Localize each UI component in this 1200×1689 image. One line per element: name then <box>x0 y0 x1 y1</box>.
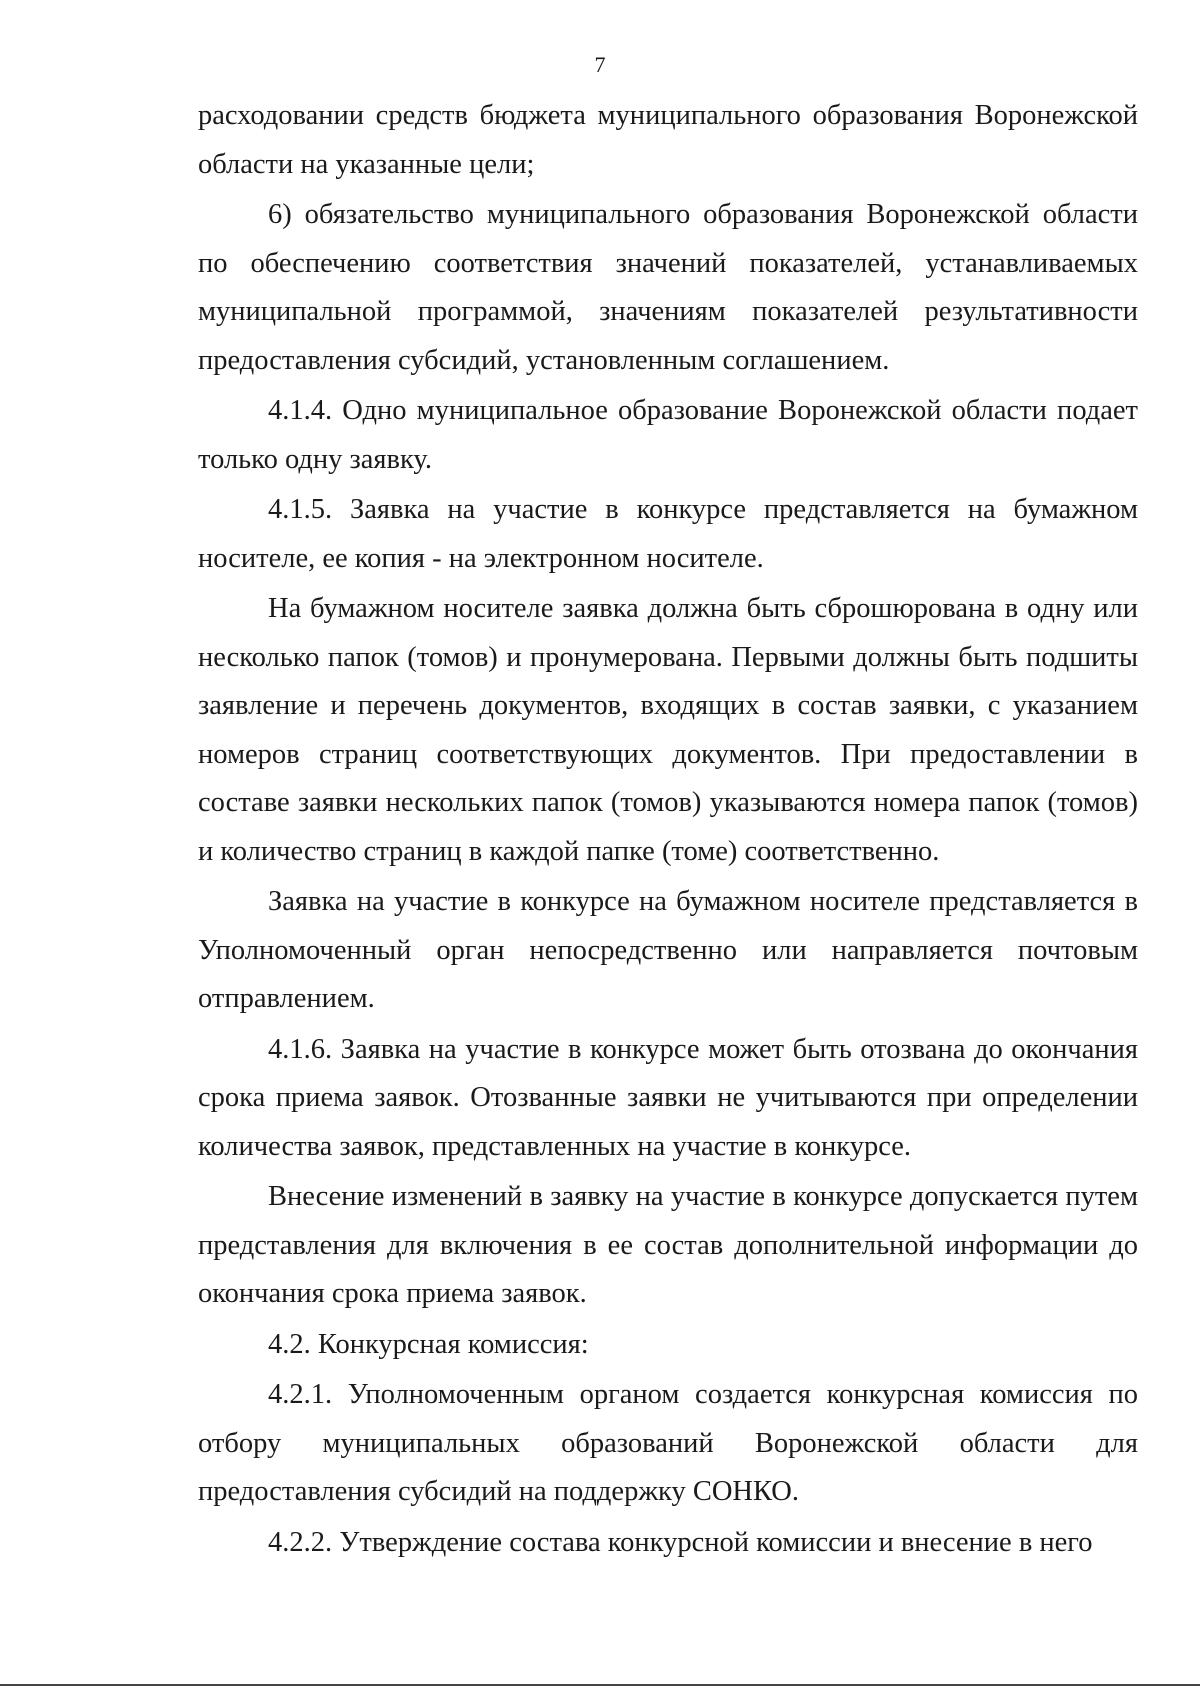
paragraph: 4.2. Конкурсная комиссия: <box>268 1328 589 1360</box>
paragraph: 4.1.4. Одно муниципальное образование Воронежской области подает только одну заявку. <box>198 395 1138 475</box>
paragraph: расходовании средств бюджета муниципального образования Воронежской области на указанные цели; <box>198 100 1138 180</box>
paragraph: 4.1.6. Заявка на участие в конкурсе может быть отозвана до окончания срока приема заявок. Отозванные заявки не учитываются при определении количества заявок, представленных на участие в конкурсе. <box>198 1033 1138 1162</box>
paragraph: 4.2.2. Утверждение состава конкурсной комиссии и внесение в него <box>268 1526 1093 1558</box>
paragraph: 4.2.1. Уполномоченным органом создается конкурсная комиссия по отбору муниципальных образований Воронежской области для предоставления субсидий на поддержку СОНКО. <box>198 1379 1138 1507</box>
paragraph: 4.1.5. Заявка на участие в конкурсе представляется на бумажном носителе, ее копия - на электронном носителе. <box>198 494 1138 574</box>
paragraph: На бумажном носителе заявка должна быть сброшюрована в одну или несколько папок (томов) и пронумерована. Первыми должны быть подшиты заявление и перечень документов, входящих в состав заявки, с указанием номеров страниц соответствующих документов. При предоставлении в составе заявки нескольких папок (томов) указываются номера папок (томов) и количество страниц в каждой папке (томе) соответственно. <box>198 593 1138 867</box>
paragraph: 6) обязательство муниципального образования Воронежской области по обеспечению соответствия значений показателей, устанавливаемых муниципальной программой, значениям показателей результативности предоставления субсидий, установленным соглашением. <box>198 199 1138 376</box>
page-number: 7 <box>594 52 606 77</box>
paragraph: Внесение изменений в заявку на участие в конкурсе допускается путем представления для включения в ее состав дополнительной информации до окончания срока приема заявок. <box>198 1181 1138 1309</box>
page-bottom-edge <box>0 1684 1200 1686</box>
document-body <box>198 92 1138 1569</box>
paragraph: Заявка на участие в конкурсе на бумажном носителе представляется в Уполномоченный орган непосредственно или направляется почтовым отправлением. <box>198 886 1138 1014</box>
